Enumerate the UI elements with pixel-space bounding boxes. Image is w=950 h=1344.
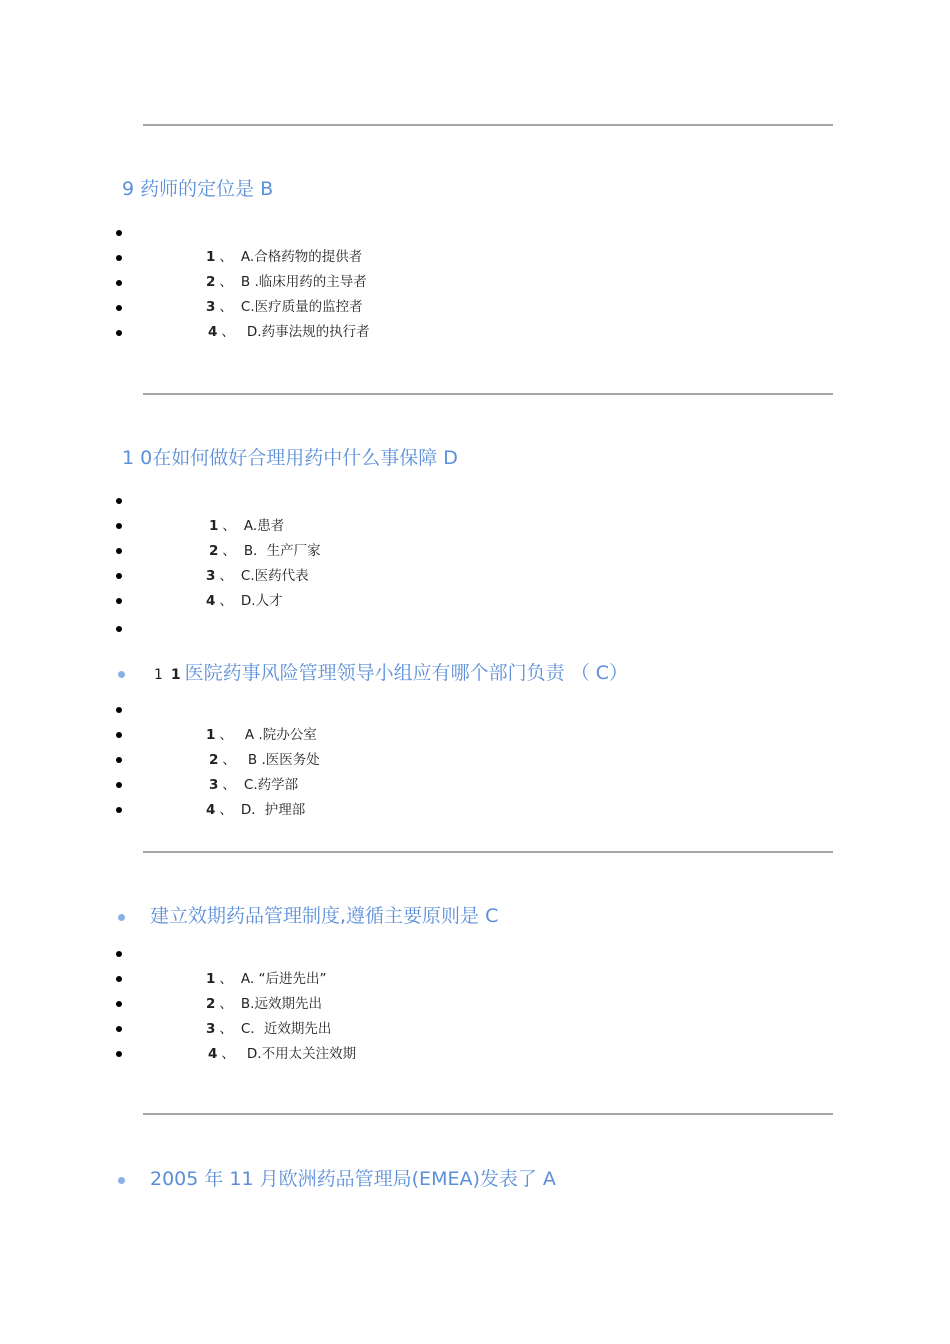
list-bullet [116, 598, 122, 604]
list-bullet [116, 626, 122, 632]
list-bullet [116, 732, 122, 738]
list-bullet [116, 230, 122, 236]
divider-rule [143, 851, 833, 853]
option-item: 3 、 C.医疗质量的监控者 [206, 299, 363, 315]
list-bullet [116, 548, 122, 554]
list-bullet [116, 1001, 122, 1007]
divider-rule [143, 124, 833, 126]
list-bullet [116, 305, 122, 311]
list-bullet [116, 498, 122, 504]
list-bullet [118, 671, 125, 678]
list-bullet [116, 523, 122, 529]
question-9-title: 9 药师的定位是 B [122, 178, 274, 200]
option-item: 3 、 C.医药代表 [206, 568, 309, 584]
list-bullet [116, 1026, 122, 1032]
option-item: 1 、 A.患者 [209, 518, 285, 534]
list-bullet [116, 707, 122, 713]
option-item: 2 、 B.远效期先出 [206, 996, 322, 1012]
list-bullet [116, 976, 122, 982]
question-11-title: 1 1 医院药事风险管理领导小组应有哪个部门负责 （ C） [154, 662, 629, 684]
list-bullet [118, 914, 125, 921]
list-bullet [116, 757, 122, 763]
list-bullet [116, 951, 122, 957]
option-item: 1 、 A.合格药物的提供者 [206, 249, 363, 265]
option-item: 4 、 D.药事法规的执行者 [208, 324, 370, 340]
list-bullet [116, 280, 122, 286]
option-item: 4 、 D．护理部 [206, 802, 306, 818]
option-item: 2 、 B .临床用药的主导者 [206, 274, 367, 290]
option-item: 3 、 C．近效期先出 [206, 1021, 332, 1037]
question-13-title: 2005 年 11 月欧洲药品管理局(EMEA)发表了 A [150, 1168, 556, 1190]
option-item: 1 、 A. “后进先出” [206, 971, 327, 987]
option-item: 3 、 C.药学部 [209, 777, 299, 793]
list-bullet [116, 807, 122, 813]
option-item: 1 、 A .院办公室 [206, 727, 317, 743]
option-item: 4 、 D.不用太关注效期 [208, 1046, 357, 1062]
list-bullet [116, 330, 122, 336]
list-bullet [116, 1051, 122, 1057]
list-bullet [116, 782, 122, 788]
question-12-title: 建立效期药品管理制度,遵循主要原则是 C [150, 905, 499, 927]
option-item: 2 、 B .医医务处 [209, 752, 320, 768]
option-item: 2 、 B．生产厂家 [209, 543, 321, 559]
question-10-title: 1 0在如何做好合理用药中什么事保障 D [122, 447, 458, 469]
list-bullet [116, 573, 122, 579]
option-item: 4 、 D.人才 [206, 593, 283, 609]
list-bullet [118, 1177, 125, 1184]
list-bullet [116, 255, 122, 261]
divider-rule [143, 1113, 833, 1115]
divider-rule [143, 393, 833, 395]
